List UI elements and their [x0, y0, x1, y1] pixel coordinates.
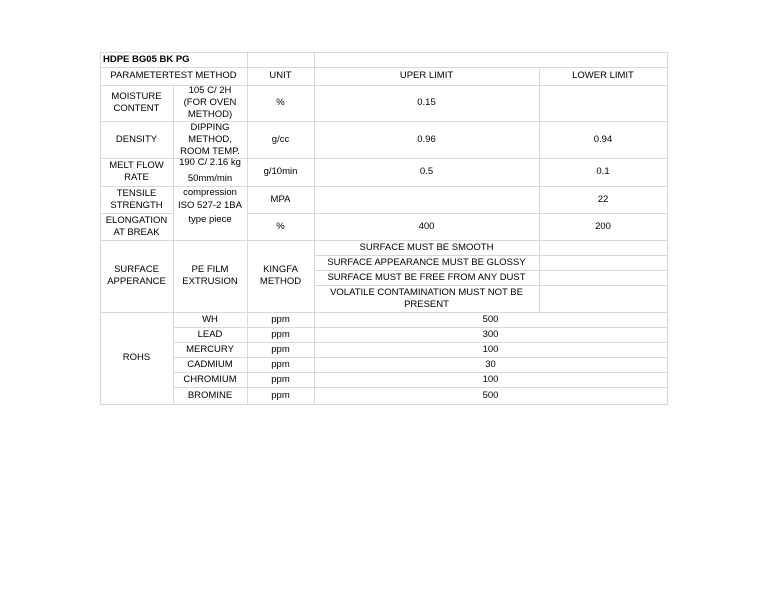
surface-requirement: SURFACE MUST BE FREE FROM ANY DUST: [327, 271, 526, 283]
parameter-cell: ROHS: [122, 352, 151, 363]
rohs-unit: ppm: [271, 373, 290, 385]
parameter-cell: TENSILE STRENGTH: [110, 187, 163, 211]
header-unit: UNIT: [269, 70, 292, 81]
rohs-unit: ppm: [271, 358, 290, 370]
upper-limit-cell: 400: [418, 220, 435, 232]
rohs-limit: 300: [482, 328, 499, 340]
header-upper-limit: UPER LIMIT: [399, 70, 454, 81]
parameter-cell: MELT FLOW RATE: [109, 160, 164, 183]
rohs-unit: ppm: [271, 328, 290, 340]
upper-limit-cell: 0.5: [419, 166, 434, 177]
method-cell: DIPPING METHOD, ROOM TEMP.: [180, 121, 240, 157]
unit-cell: g/cc: [271, 133, 290, 145]
rohs-unit: ppm: [271, 343, 290, 355]
rohs-limit: 100: [482, 343, 499, 355]
unit-cell: KINGFA METHOD: [259, 264, 302, 287]
parameter-cell: DENSITY: [115, 133, 158, 145]
rohs-element: BROMINE: [187, 389, 233, 401]
method-cell: [173, 213, 247, 240]
method-cell: 105 C/ 2H (FOR OVEN METHOD): [183, 85, 237, 120]
rohs-element: CHROMIUM: [183, 373, 237, 385]
upper-limit-cell: 0.96: [417, 133, 436, 145]
upper-limit-cell: [314, 186, 539, 213]
parameter-cell: SURFACE APPERANCE: [107, 264, 166, 287]
rohs-element: WH: [202, 313, 218, 325]
rohs-limit: 500: [482, 313, 499, 325]
rohs-limit: 500: [482, 389, 499, 401]
lower-limit-cell: 200: [595, 220, 611, 232]
lower-limit-cell: 22: [597, 193, 609, 205]
rohs-element: CADMIUM: [187, 358, 233, 370]
surface-requirement: SURFACE MUST BE SMOOTH: [359, 241, 494, 253]
unit-cell: %: [276, 97, 285, 108]
method-cell: 190 C/ 2.16 kg: [179, 157, 241, 168]
method-cell: PE FILM EXTRUSION: [182, 264, 238, 287]
rohs-unit: ppm: [271, 313, 290, 325]
rohs-limit: 30: [485, 358, 496, 370]
parameter-cell: MOISTURE CONTENT: [111, 91, 162, 114]
lower-limit-cell: 0.94: [593, 133, 613, 145]
rohs-element: LEAD: [197, 328, 223, 340]
method-cell: 50mm/min compression ISO 527-2 1BA type piece: [178, 173, 242, 225]
lower-limit-cell: 0.1: [596, 166, 610, 177]
spec-sheet: [100, 52, 668, 405]
surface-requirement: VOLATILE CONTAMINATION MUST NOT BE PRESENT: [330, 286, 523, 310]
header-lower-limit: LOWER LIMIT: [572, 70, 634, 81]
unit-cell: MPA: [270, 193, 291, 205]
rohs-limit: 100: [482, 373, 499, 385]
rohs-element: MERCURY: [186, 343, 234, 355]
upper-limit-cell: 0.15: [417, 97, 436, 108]
sheet-title: HDPE BG05 BK PG: [103, 54, 190, 65]
surface-requirement: SURFACE APPEARANCE MUST BE GLOSSY: [327, 256, 526, 268]
parameter-cell: ELONGATION AT BREAK: [105, 214, 168, 238]
unit-cell: g/10min: [263, 166, 298, 177]
rohs-unit: ppm: [271, 389, 290, 401]
header-parameter-test-method: PARAMETERTEST METHOD: [110, 70, 237, 81]
lower-limit-cell: [539, 85, 667, 121]
unit-cell: %: [276, 220, 285, 232]
